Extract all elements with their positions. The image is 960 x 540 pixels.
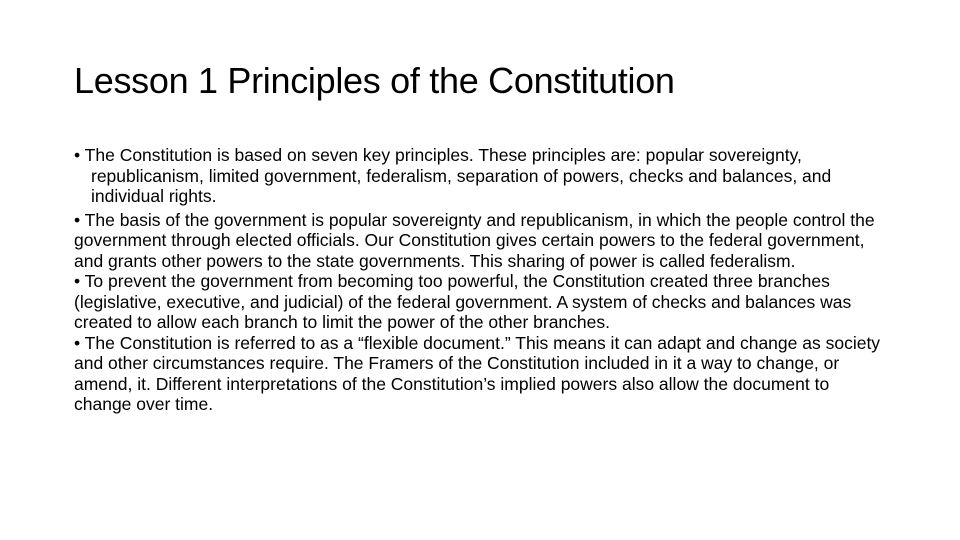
paragraph-flexible-document: • The Constitution is referred to as a “flexible document.” This means it can adapt and change as society and other circumstances require. The Framers of the Constitution included in it a way to change, or amend, it. Different interpretations of the Constitution’s implied powers also allow the document to change over time. — [74, 332, 881, 414]
paragraph-principles: • The Constitution is based on seven key principles. These principles are: popular sovereignty, republicanism, limited government, federalism, separation of powers, checks and balances, and individual rights. — [74, 145, 832, 206]
paragraph-branches: • To prevent the government from becoming too powerful, the Constitution created three branches (legislative, executive, and judicial) of the federal government. A system of checks and balances was created to allow each branch to limit the power of the other branches. — [74, 271, 852, 332]
slide-body — [74, 145, 889, 415]
paragraph-sovereignty: • The basis of the government is popular sovereignty and republicanism, in which the people control the government through elected officials. Our Constitution gives certain powers to the federal government, and grants other powers to the state governments. This sharing of power is called federalism. — [74, 209, 875, 271]
slide-title: Lesson 1 Principles of the Constitution — [74, 60, 675, 101]
